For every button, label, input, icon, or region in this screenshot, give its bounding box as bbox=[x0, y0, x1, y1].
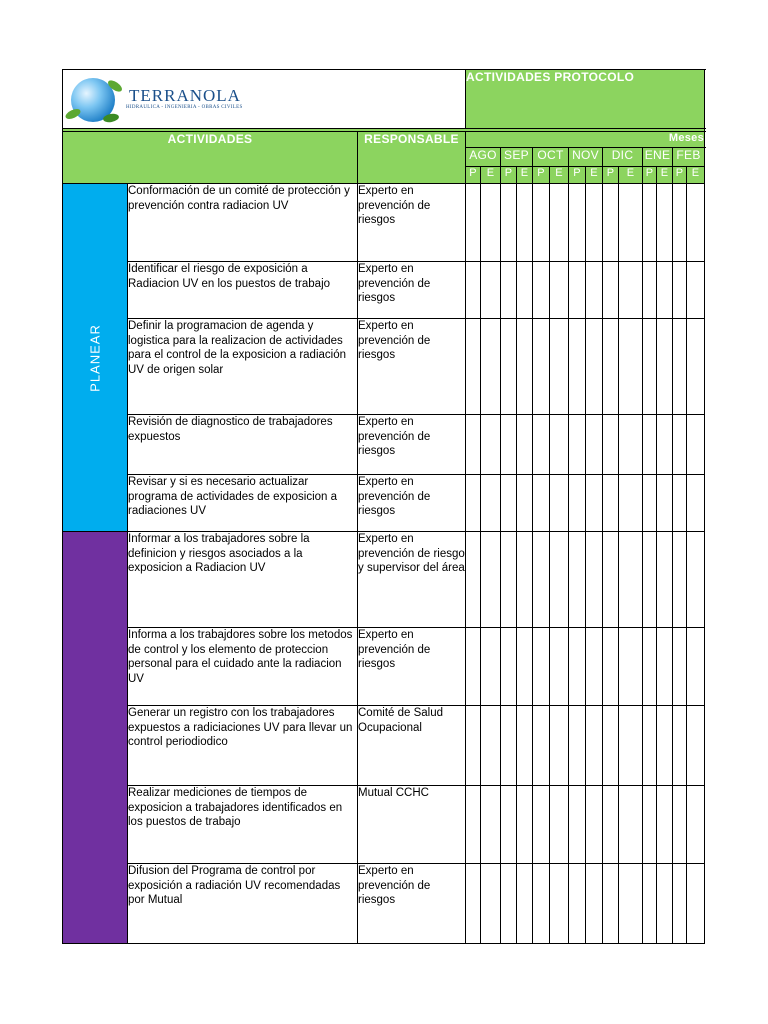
month-header-ene: ENE bbox=[643, 148, 673, 167]
planned-cell-sep[interactable] bbox=[501, 628, 517, 706]
responsible-cell[interactable]: Mutual CCHC bbox=[358, 786, 466, 864]
activity-cell[interactable]: Revisar y si es necesario actualizar programa de actividades de exposicion a radiaciones UV bbox=[128, 475, 358, 532]
executed-cell-feb[interactable] bbox=[687, 628, 705, 706]
executed-cell-sep[interactable] bbox=[517, 319, 533, 415]
planned-cell-feb[interactable] bbox=[673, 706, 687, 786]
responsible-header: RESPONSABLE bbox=[358, 132, 466, 184]
executed-cell-sep[interactable] bbox=[517, 475, 533, 532]
planned-cell-ene[interactable] bbox=[643, 628, 657, 706]
planned-cell-nov[interactable] bbox=[569, 184, 586, 262]
executed-cell-ago[interactable] bbox=[481, 319, 501, 415]
planned-cell-ene[interactable] bbox=[643, 415, 657, 475]
executed-cell-oct[interactable] bbox=[550, 706, 569, 786]
executed-cell-nov[interactable] bbox=[586, 864, 603, 944]
planned-cell-oct[interactable] bbox=[533, 184, 550, 262]
planned-cell-oct[interactable] bbox=[533, 475, 550, 532]
planned-cell-dic[interactable] bbox=[603, 319, 619, 415]
planned-cell-ago[interactable] bbox=[466, 628, 481, 706]
table-row bbox=[63, 415, 705, 475]
planned-cell-feb[interactable] bbox=[673, 628, 687, 706]
executed-cell-ene[interactable] bbox=[657, 415, 673, 475]
planned-header-nov: P bbox=[569, 167, 586, 184]
planned-cell-sep[interactable] bbox=[501, 319, 517, 415]
planned-cell-nov[interactable] bbox=[569, 475, 586, 532]
page-title: ACTIVIDADES PROTOCOLO bbox=[466, 70, 705, 129]
activity-cell[interactable]: Conformación de un comité de protección y prevención contra radiacion UV bbox=[128, 184, 358, 262]
executed-cell-oct[interactable] bbox=[550, 262, 569, 319]
month-header-oct: OCT bbox=[533, 148, 569, 167]
planned-cell-feb[interactable] bbox=[673, 184, 687, 262]
planned-cell-oct[interactable] bbox=[533, 262, 550, 319]
planned-cell-dic[interactable] bbox=[603, 786, 619, 864]
activity-cell[interactable]: Informar a los trabajadores sobre la definicion y riesgos asociados a la exposicion a Radiacion UV bbox=[128, 532, 358, 628]
activity-cell[interactable]: Revisión de diagnostico de trabajadores expuestos bbox=[128, 415, 358, 475]
executed-cell-nov[interactable] bbox=[586, 786, 603, 864]
executed-cell-sep[interactable] bbox=[517, 415, 533, 475]
executed-header-dic: E bbox=[619, 167, 643, 184]
responsible-cell[interactable]: Experto en prevención de riesgos bbox=[358, 262, 466, 319]
leaf-icon bbox=[64, 107, 82, 121]
planned-cell-ago[interactable] bbox=[466, 415, 481, 475]
executed-cell-ene[interactable] bbox=[657, 262, 673, 319]
planned-cell-feb[interactable] bbox=[673, 475, 687, 532]
phase-band-second bbox=[63, 532, 128, 944]
planned-header-ago: P bbox=[466, 167, 481, 184]
logo-cell bbox=[63, 70, 466, 129]
executed-cell-dic[interactable] bbox=[619, 262, 643, 319]
planned-cell-ago[interactable] bbox=[466, 532, 481, 628]
responsible-cell[interactable]: Experto en prevención de riesgos bbox=[358, 415, 466, 475]
executed-cell-oct[interactable] bbox=[550, 184, 569, 262]
schedule-sheet bbox=[62, 69, 705, 944]
brand-subtitle: HIDRAULICA - INGENIERIA - OBRAS CIVILES bbox=[126, 105, 243, 110]
responsible-cell[interactable]: Experto en prevención de riesgos bbox=[358, 628, 466, 706]
executed-cell-dic[interactable] bbox=[619, 706, 643, 786]
executed-cell-dic[interactable] bbox=[619, 475, 643, 532]
planned-cell-sep[interactable] bbox=[501, 184, 517, 262]
brand-name: TERRANOLA bbox=[129, 86, 241, 105]
planned-cell-ene[interactable] bbox=[643, 864, 657, 944]
responsible-cell[interactable]: Experto en prevención de riesgos bbox=[358, 864, 466, 944]
planned-cell-ago[interactable] bbox=[466, 864, 481, 944]
planned-cell-feb[interactable] bbox=[673, 786, 687, 864]
planned-cell-dic[interactable] bbox=[603, 415, 619, 475]
planned-cell-dic[interactable] bbox=[603, 262, 619, 319]
executed-cell-sep[interactable] bbox=[517, 786, 533, 864]
executed-cell-sep[interactable] bbox=[517, 628, 533, 706]
executed-cell-oct[interactable] bbox=[550, 532, 569, 628]
executed-cell-dic[interactable] bbox=[619, 184, 643, 262]
activity-cell[interactable]: Realizar mediciones de tiempos de exposicion a trabajadores identificados en los puestos de trabajo bbox=[128, 786, 358, 864]
month-header-sep: SEP bbox=[501, 148, 533, 167]
planned-cell-ene[interactable] bbox=[643, 184, 657, 262]
planned-cell-sep[interactable] bbox=[501, 262, 517, 319]
executed-cell-feb[interactable] bbox=[687, 786, 705, 864]
executed-cell-sep[interactable] bbox=[517, 864, 533, 944]
planned-cell-ago[interactable] bbox=[466, 706, 481, 786]
executed-cell-sep[interactable] bbox=[517, 532, 533, 628]
executed-cell-oct[interactable] bbox=[550, 475, 569, 532]
table-row bbox=[63, 706, 705, 786]
activity-cell[interactable]: Identificar el riesgo de exposición a Radiacion UV en los puestos de trabajo bbox=[128, 262, 358, 319]
executed-cell-nov[interactable] bbox=[586, 475, 603, 532]
planned-cell-ago[interactable] bbox=[466, 475, 481, 532]
executed-cell-ago[interactable] bbox=[481, 532, 501, 628]
activities-header: ACTIVIDADES bbox=[63, 132, 358, 184]
executed-cell-dic[interactable] bbox=[619, 786, 643, 864]
planned-cell-feb[interactable] bbox=[673, 415, 687, 475]
planned-cell-nov[interactable] bbox=[569, 319, 586, 415]
executed-cell-ene[interactable] bbox=[657, 864, 673, 944]
planned-cell-dic[interactable] bbox=[603, 706, 619, 786]
planned-cell-oct[interactable] bbox=[533, 415, 550, 475]
table-row bbox=[63, 532, 705, 628]
planned-cell-dic[interactable] bbox=[603, 628, 619, 706]
executed-cell-ago[interactable] bbox=[481, 475, 501, 532]
table-row bbox=[63, 475, 705, 532]
month-header-feb: FEB bbox=[673, 148, 705, 167]
executed-cell-dic[interactable] bbox=[619, 319, 643, 415]
executed-cell-ago[interactable] bbox=[481, 628, 501, 706]
planned-cell-feb[interactable] bbox=[673, 319, 687, 415]
executed-cell-oct[interactable] bbox=[550, 786, 569, 864]
executed-cell-ago[interactable] bbox=[481, 706, 501, 786]
planned-header-ene: P bbox=[643, 167, 657, 184]
executed-cell-sep[interactable] bbox=[517, 262, 533, 319]
executed-cell-feb[interactable] bbox=[687, 262, 705, 319]
executed-cell-ene[interactable] bbox=[657, 184, 673, 262]
activity-cell[interactable]: Difusion del Programa de control por exposición a radiación UV recomendadas por Mutual bbox=[128, 864, 358, 944]
planned-cell-sep[interactable] bbox=[501, 864, 517, 944]
schedule-table bbox=[62, 69, 705, 944]
planned-cell-oct[interactable] bbox=[533, 319, 550, 415]
executed-header-oct: E bbox=[550, 167, 569, 184]
executed-cell-nov[interactable] bbox=[586, 184, 603, 262]
planned-cell-oct[interactable] bbox=[533, 786, 550, 864]
planned-cell-ago[interactable] bbox=[466, 319, 481, 415]
executed-cell-ago[interactable] bbox=[481, 415, 501, 475]
planned-cell-ago[interactable] bbox=[466, 262, 481, 319]
planned-cell-nov[interactable] bbox=[569, 262, 586, 319]
company-logo bbox=[63, 70, 465, 128]
planned-cell-sep[interactable] bbox=[501, 786, 517, 864]
phase-band-planear bbox=[63, 184, 128, 532]
executed-header-feb: E bbox=[687, 167, 705, 184]
executed-cell-oct[interactable] bbox=[550, 628, 569, 706]
table-row bbox=[63, 628, 705, 706]
table-row bbox=[63, 184, 705, 262]
phase-label: PLANEAR bbox=[87, 323, 103, 392]
activity-cell[interactable]: Generar un registro con los trabajadores expuestos a radiciaciones UV para llevar un control periodiodico bbox=[128, 706, 358, 786]
executed-cell-ago[interactable] bbox=[481, 262, 501, 319]
month-header-dic: DIC bbox=[603, 148, 643, 167]
executed-cell-feb[interactable] bbox=[687, 184, 705, 262]
executed-cell-dic[interactable] bbox=[619, 532, 643, 628]
planned-cell-oct[interactable] bbox=[533, 532, 550, 628]
activity-cell[interactable]: Definir la programacion de agenda y logistica para la realizacion de actividades para el control de la exposicion a radiación UV de origen solar bbox=[128, 319, 358, 415]
planned-header-oct: P bbox=[533, 167, 550, 184]
planned-cell-ago[interactable] bbox=[466, 786, 481, 864]
planned-cell-ago[interactable] bbox=[466, 184, 481, 262]
planned-cell-oct[interactable] bbox=[533, 706, 550, 786]
responsible-cell[interactable]: Experto en prevención de riesgos bbox=[358, 475, 466, 532]
planned-cell-dic[interactable] bbox=[603, 475, 619, 532]
executed-cell-nov[interactable] bbox=[586, 628, 603, 706]
planned-cell-sep[interactable] bbox=[501, 706, 517, 786]
executed-cell-nov[interactable] bbox=[586, 415, 603, 475]
planned-cell-dic[interactable] bbox=[603, 532, 619, 628]
executed-cell-feb[interactable] bbox=[687, 319, 705, 415]
executed-cell-feb[interactable] bbox=[687, 706, 705, 786]
planned-cell-dic[interactable] bbox=[603, 184, 619, 262]
planned-cell-sep[interactable] bbox=[501, 475, 517, 532]
planned-cell-oct[interactable] bbox=[533, 864, 550, 944]
executed-cell-oct[interactable] bbox=[550, 319, 569, 415]
planned-cell-ene[interactable] bbox=[643, 532, 657, 628]
executed-cell-ene[interactable] bbox=[657, 532, 673, 628]
table-row bbox=[63, 786, 705, 864]
responsible-cell[interactable]: Experto en prevención de riesgos bbox=[358, 184, 466, 262]
executed-cell-dic[interactable] bbox=[619, 864, 643, 944]
responsible-cell[interactable]: Experto en prevención de riesgos bbox=[358, 319, 466, 415]
planned-cell-dic[interactable] bbox=[603, 864, 619, 944]
executed-cell-feb[interactable] bbox=[687, 415, 705, 475]
executed-cell-ene[interactable] bbox=[657, 475, 673, 532]
planned-cell-ene[interactable] bbox=[643, 475, 657, 532]
planned-header-feb: P bbox=[673, 167, 687, 184]
executed-cell-ene[interactable] bbox=[657, 628, 673, 706]
planned-cell-nov[interactable] bbox=[569, 706, 586, 786]
activity-cell[interactable]: Informa a los trabajdores sobre los metodos de control y los elemento de proteccion personal para el cuidado ante la radiacion UV bbox=[128, 628, 358, 706]
executed-cell-feb[interactable] bbox=[687, 532, 705, 628]
planned-cell-feb[interactable] bbox=[673, 532, 687, 628]
planned-cell-oct[interactable] bbox=[533, 628, 550, 706]
month-header-ago: AGO bbox=[466, 148, 501, 167]
executed-header-ago: E bbox=[481, 167, 501, 184]
executed-cell-nov[interactable] bbox=[586, 532, 603, 628]
executed-cell-oct[interactable] bbox=[550, 415, 569, 475]
executed-header-sep: E bbox=[517, 167, 533, 184]
executed-cell-dic[interactable] bbox=[619, 415, 643, 475]
executed-cell-ene[interactable] bbox=[657, 706, 673, 786]
executed-cell-ene[interactable] bbox=[657, 319, 673, 415]
planned-cell-ene[interactable] bbox=[643, 262, 657, 319]
responsible-cell[interactable]: Experto en prevención de riesgo y supervisor del área bbox=[358, 532, 466, 628]
executed-cell-dic[interactable] bbox=[619, 628, 643, 706]
executed-header-nov: E bbox=[586, 167, 603, 184]
planned-cell-nov[interactable] bbox=[569, 786, 586, 864]
executed-cell-nov[interactable] bbox=[586, 319, 603, 415]
planned-cell-feb[interactable] bbox=[673, 864, 687, 944]
responsible-cell[interactable]: Comité de Salud Ocupacional bbox=[358, 706, 466, 786]
table-row bbox=[63, 319, 705, 415]
planned-cell-ene[interactable] bbox=[643, 319, 657, 415]
executed-cell-ago[interactable] bbox=[481, 864, 501, 944]
executed-cell-feb[interactable] bbox=[687, 864, 705, 944]
planned-cell-nov[interactable] bbox=[569, 532, 586, 628]
executed-cell-sep[interactable] bbox=[517, 706, 533, 786]
executed-cell-ago[interactable] bbox=[481, 786, 501, 864]
months-header: Meses bbox=[466, 132, 705, 148]
planned-cell-nov[interactable] bbox=[569, 864, 586, 944]
executed-cell-sep[interactable] bbox=[517, 184, 533, 262]
planned-cell-sep[interactable] bbox=[501, 415, 517, 475]
executed-cell-nov[interactable] bbox=[586, 262, 603, 319]
executed-cell-oct[interactable] bbox=[550, 864, 569, 944]
planned-cell-ene[interactable] bbox=[643, 706, 657, 786]
executed-header-ene: E bbox=[657, 167, 673, 184]
executed-cell-ene[interactable] bbox=[657, 786, 673, 864]
table-row bbox=[63, 262, 705, 319]
month-header-nov: NOV bbox=[569, 148, 603, 167]
planned-cell-ene[interactable] bbox=[643, 786, 657, 864]
planned-cell-nov[interactable] bbox=[569, 628, 586, 706]
planned-header-dic: P bbox=[603, 167, 619, 184]
planned-cell-feb[interactable] bbox=[673, 262, 687, 319]
planned-cell-nov[interactable] bbox=[569, 415, 586, 475]
executed-cell-ago[interactable] bbox=[481, 184, 501, 262]
planned-header-sep: P bbox=[501, 167, 517, 184]
executed-cell-feb[interactable] bbox=[687, 475, 705, 532]
planned-cell-sep[interactable] bbox=[501, 532, 517, 628]
table-row bbox=[63, 864, 705, 944]
executed-cell-nov[interactable] bbox=[586, 706, 603, 786]
